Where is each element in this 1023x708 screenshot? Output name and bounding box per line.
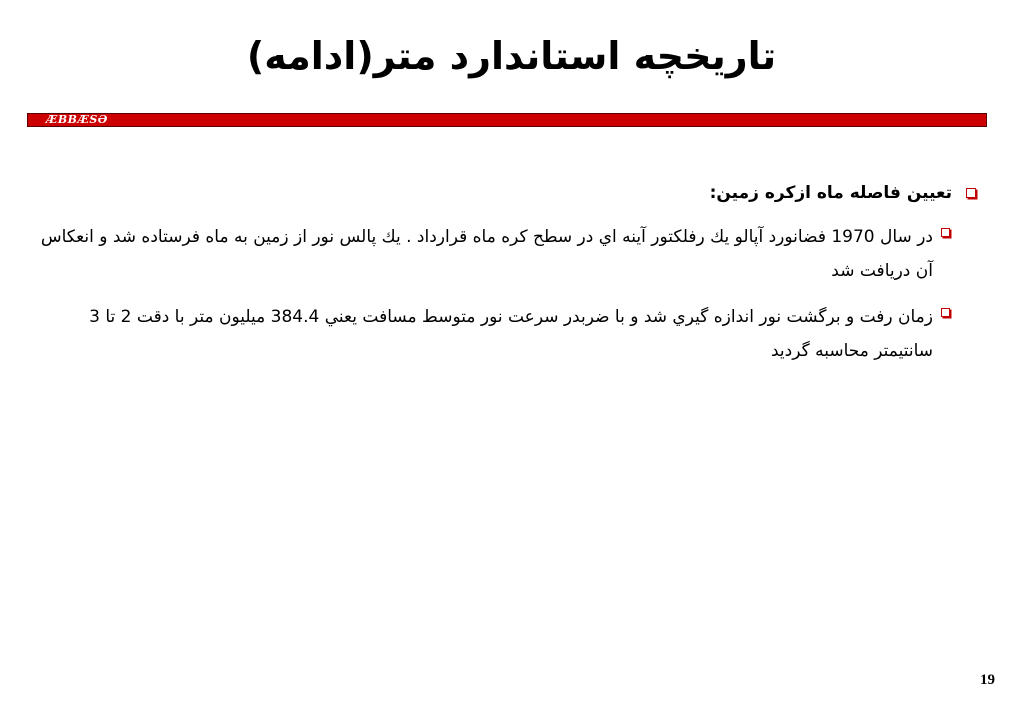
- square-bullet-icon: [941, 308, 950, 317]
- bullet-text-sub-2: زمان رفت و برگشت نور اندازه گيري شد و با ضربدر سرعت نور متوسط مسافت يعني 384.4 ميليون متر با دقت 2 تا 3 سانتيمتر محاسبه گرديد: [89, 307, 933, 361]
- square-bullet-icon: [966, 188, 976, 198]
- title-divider-bar: [27, 113, 987, 127]
- bullet-list: [36, 180, 976, 380]
- bar-logo: ÆBBÆSƏ: [46, 113, 108, 126]
- bullet-text-sub-1: در سال 1970 فضانورد آپالو يك رفلكتور آينه اي در سطح كره ماه قرارداد . يك پالس نور از زمين به ماه فرستاده شد و انعكاس آن دريافت شد: [40, 227, 933, 281]
- bullet-item-sub-1: [36, 220, 950, 288]
- square-bullet-icon: [941, 228, 950, 237]
- slide-title: تاریخچه استاندارد متر(ادامه): [246, 34, 777, 78]
- bullet-text-main: تعيين فاصله ماه ازكره زمين:: [709, 183, 952, 203]
- bullet-item-sub-2: [36, 300, 950, 368]
- bullet-item-main: [36, 180, 976, 206]
- page-number: 19: [980, 672, 995, 688]
